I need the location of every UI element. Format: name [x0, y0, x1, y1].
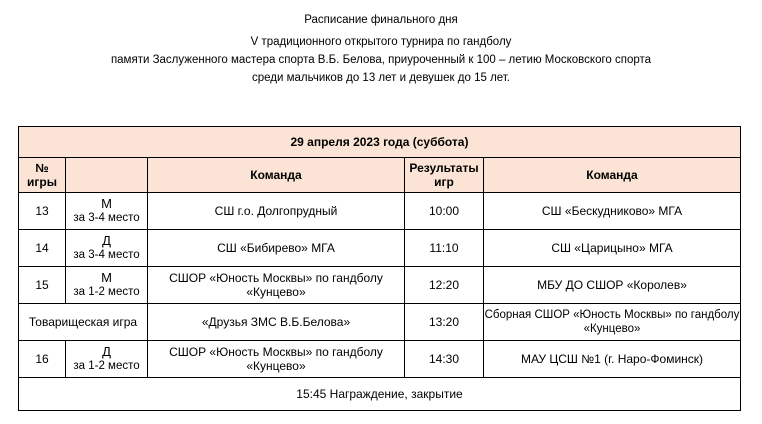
game-time: 11:10 — [405, 230, 484, 267]
category-cell — [66, 341, 148, 378]
date-cell: 29 апреля 2023 года (суббота) — [19, 127, 741, 158]
col-blank — [66, 158, 148, 193]
table-row — [19, 230, 741, 267]
team1: СШОР «Юность Москвы» по гандболу «Кунцево» — [148, 267, 405, 304]
team1: СШ «Бибирево» МГА — [148, 230, 405, 267]
team2: Сборная СШОР «Юность Москвы» по гандболу «Кунцево» — [484, 304, 741, 341]
team2: СШ «Бескудниково» МГА — [484, 193, 741, 230]
team1: «Друзья ЗМС В.Б.Белова» — [148, 304, 405, 341]
col-team2: Команда — [484, 158, 741, 193]
closing-note: 15:45 Награждение, закрытие — [19, 378, 741, 411]
gender: Д — [102, 344, 111, 359]
gender: М — [101, 196, 112, 211]
game-number: 16 — [19, 341, 66, 378]
table-row — [19, 267, 741, 304]
team2: МАУ ЦСШ №1 (г. Наро-Фоминск) — [484, 341, 741, 378]
game-time: 13:20 — [405, 304, 484, 341]
category-cell — [66, 193, 148, 230]
footer-row — [19, 378, 741, 411]
page-title: Расписание финального дня — [304, 14, 458, 26]
header-row — [19, 158, 741, 193]
team2: СШ «Царицыно» МГА — [484, 230, 741, 267]
subtitle-line-2: памяти Заслуженного мастера спорта В.Б. Белова, приуроченный к 100 – летию Московского спорта — [110, 54, 652, 66]
schedule-table — [18, 126, 741, 411]
game-number: 13 — [19, 193, 66, 230]
col-game-no: № игры — [19, 158, 66, 193]
gender: Д — [102, 233, 111, 248]
category-cell — [66, 230, 148, 267]
table-row — [19, 193, 741, 230]
place: за 3-4 место — [73, 212, 140, 224]
category-cell — [66, 267, 148, 304]
game-number: 15 — [19, 267, 66, 304]
subtitle-line-1: V традиционного открытого турнира по гандболу — [250, 36, 512, 48]
team1: СШ г.о. Долгопрудный — [148, 193, 405, 230]
game-time: 10:00 — [405, 193, 484, 230]
place: за 1-2 место — [73, 360, 140, 372]
gender: М — [101, 270, 112, 285]
game-number: 14 — [19, 230, 66, 267]
date-row — [19, 127, 741, 158]
friendly-game-label: Товарищеская игра — [19, 304, 148, 341]
col-results: Результаты игр — [405, 158, 484, 193]
team1: СШОР «Юность Москвы» по гандболу «Кунцево» — [148, 341, 405, 378]
subtitle-line-3: среди мальчиков до 13 лет и девушек до 15 лет. — [252, 72, 510, 84]
game-time: 12:20 — [405, 267, 484, 304]
game-time: 14:30 — [405, 341, 484, 378]
team2: МБУ ДО СШОР «Королев» — [484, 267, 741, 304]
col-team1: Команда — [148, 158, 405, 193]
table-row — [19, 304, 741, 341]
place: за 1-2 место — [73, 286, 140, 298]
table-row — [19, 341, 741, 378]
place: за 3-4 место — [73, 249, 140, 261]
